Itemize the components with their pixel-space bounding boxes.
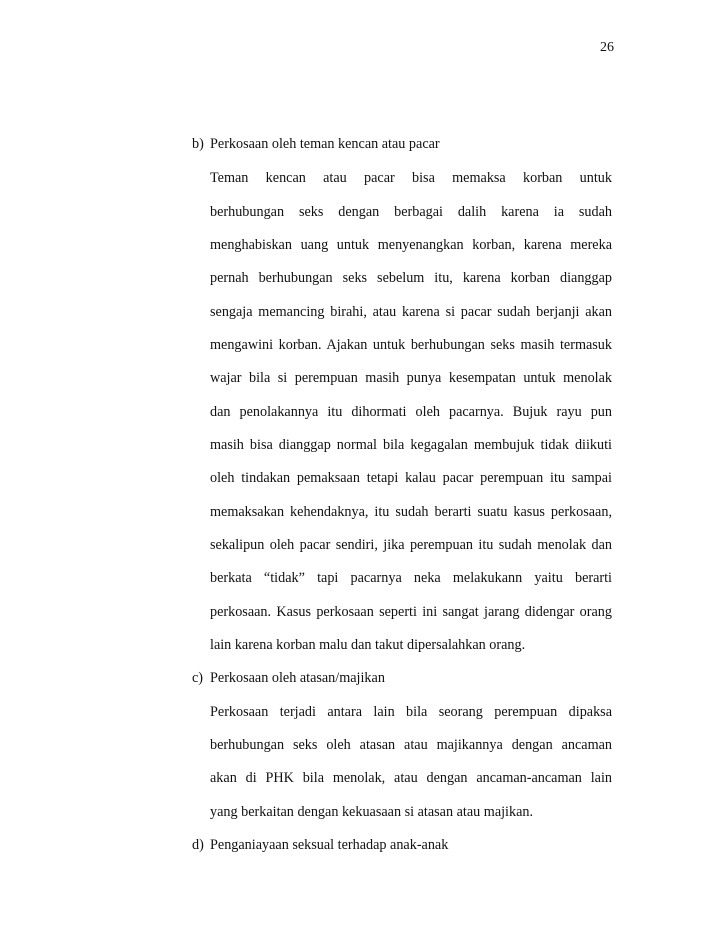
list-marker: d) (192, 837, 204, 853)
paragraph-line: memaksakan kehendaknya, itu sudah berarti suatu kasus perkosaan, (210, 504, 612, 520)
section-title: Perkosaan oleh teman kencan atau pacar (210, 136, 440, 152)
paragraph-line: akan di PHK bila menolak, atau dengan ancaman-ancaman lain (210, 770, 612, 786)
list-marker: c) (192, 670, 204, 686)
section-heading-c (192, 668, 385, 688)
paragraph-line: oleh tindakan pemaksaan tetapi kalau pacar perempuan itu sampai (210, 470, 612, 486)
paragraph-line: sengaja memancing birahi, atau karena si pacar sudah berjanji akan (210, 304, 612, 320)
section-title: Penganiayaan seksual terhadap anak-anak (210, 837, 449, 853)
paragraph-line: Teman kencan atau pacar bisa memaksa korban untuk (210, 170, 612, 186)
paragraph-line: Perkosaan terjadi antara lain bila seorang perempuan dipaksa (210, 704, 612, 720)
paragraph-line: pernah berhubungan seks sebelum itu, karena korban dianggap (210, 270, 612, 286)
paragraph-line: lain karena korban malu dan takut dipersalahkan orang. (210, 637, 526, 653)
paragraph-line: menghabiskan uang untuk menyenangkan korban, karena mereka (210, 237, 612, 253)
paragraph-line: yang berkaitan dengan kekuasaan si atasan atau majikan. (210, 804, 534, 820)
section-title: Perkosaan oleh atasan/majikan (210, 670, 385, 686)
paragraph-line: masih bisa dianggap normal bila kegagalan membujuk tidak diikuti (210, 437, 612, 453)
paragraph-line: berkata “tidak” tapi pacarnya neka melakukann yaitu berarti (210, 570, 612, 586)
paragraph-line: sekalipun oleh pacar sendiri, jika perempuan itu sudah menolak dan (210, 537, 612, 553)
section-heading-b (192, 134, 440, 154)
paragraph-line: mengawini korban. Ajakan untuk berhubungan seks masih termasuk (210, 337, 612, 353)
list-marker: b) (192, 136, 204, 152)
paragraph-line: berhubungan seks oleh atasan atau majikannya dengan ancaman (210, 737, 612, 753)
paragraph-line: wajar bila si perempuan masih punya kesempatan untuk menolak (210, 370, 612, 386)
page-number: 26 (600, 40, 614, 55)
section-heading-d (192, 835, 448, 855)
paragraph-line: dan penolakannya itu dihormati oleh pacarnya. Bujuk rayu pun (210, 404, 612, 420)
paragraph-line: berhubungan seks dengan berbagai dalih karena ia sudah (210, 204, 612, 220)
paragraph-line: perkosaan. Kasus perkosaan seperti ini sangat jarang didengar orang (210, 604, 612, 620)
